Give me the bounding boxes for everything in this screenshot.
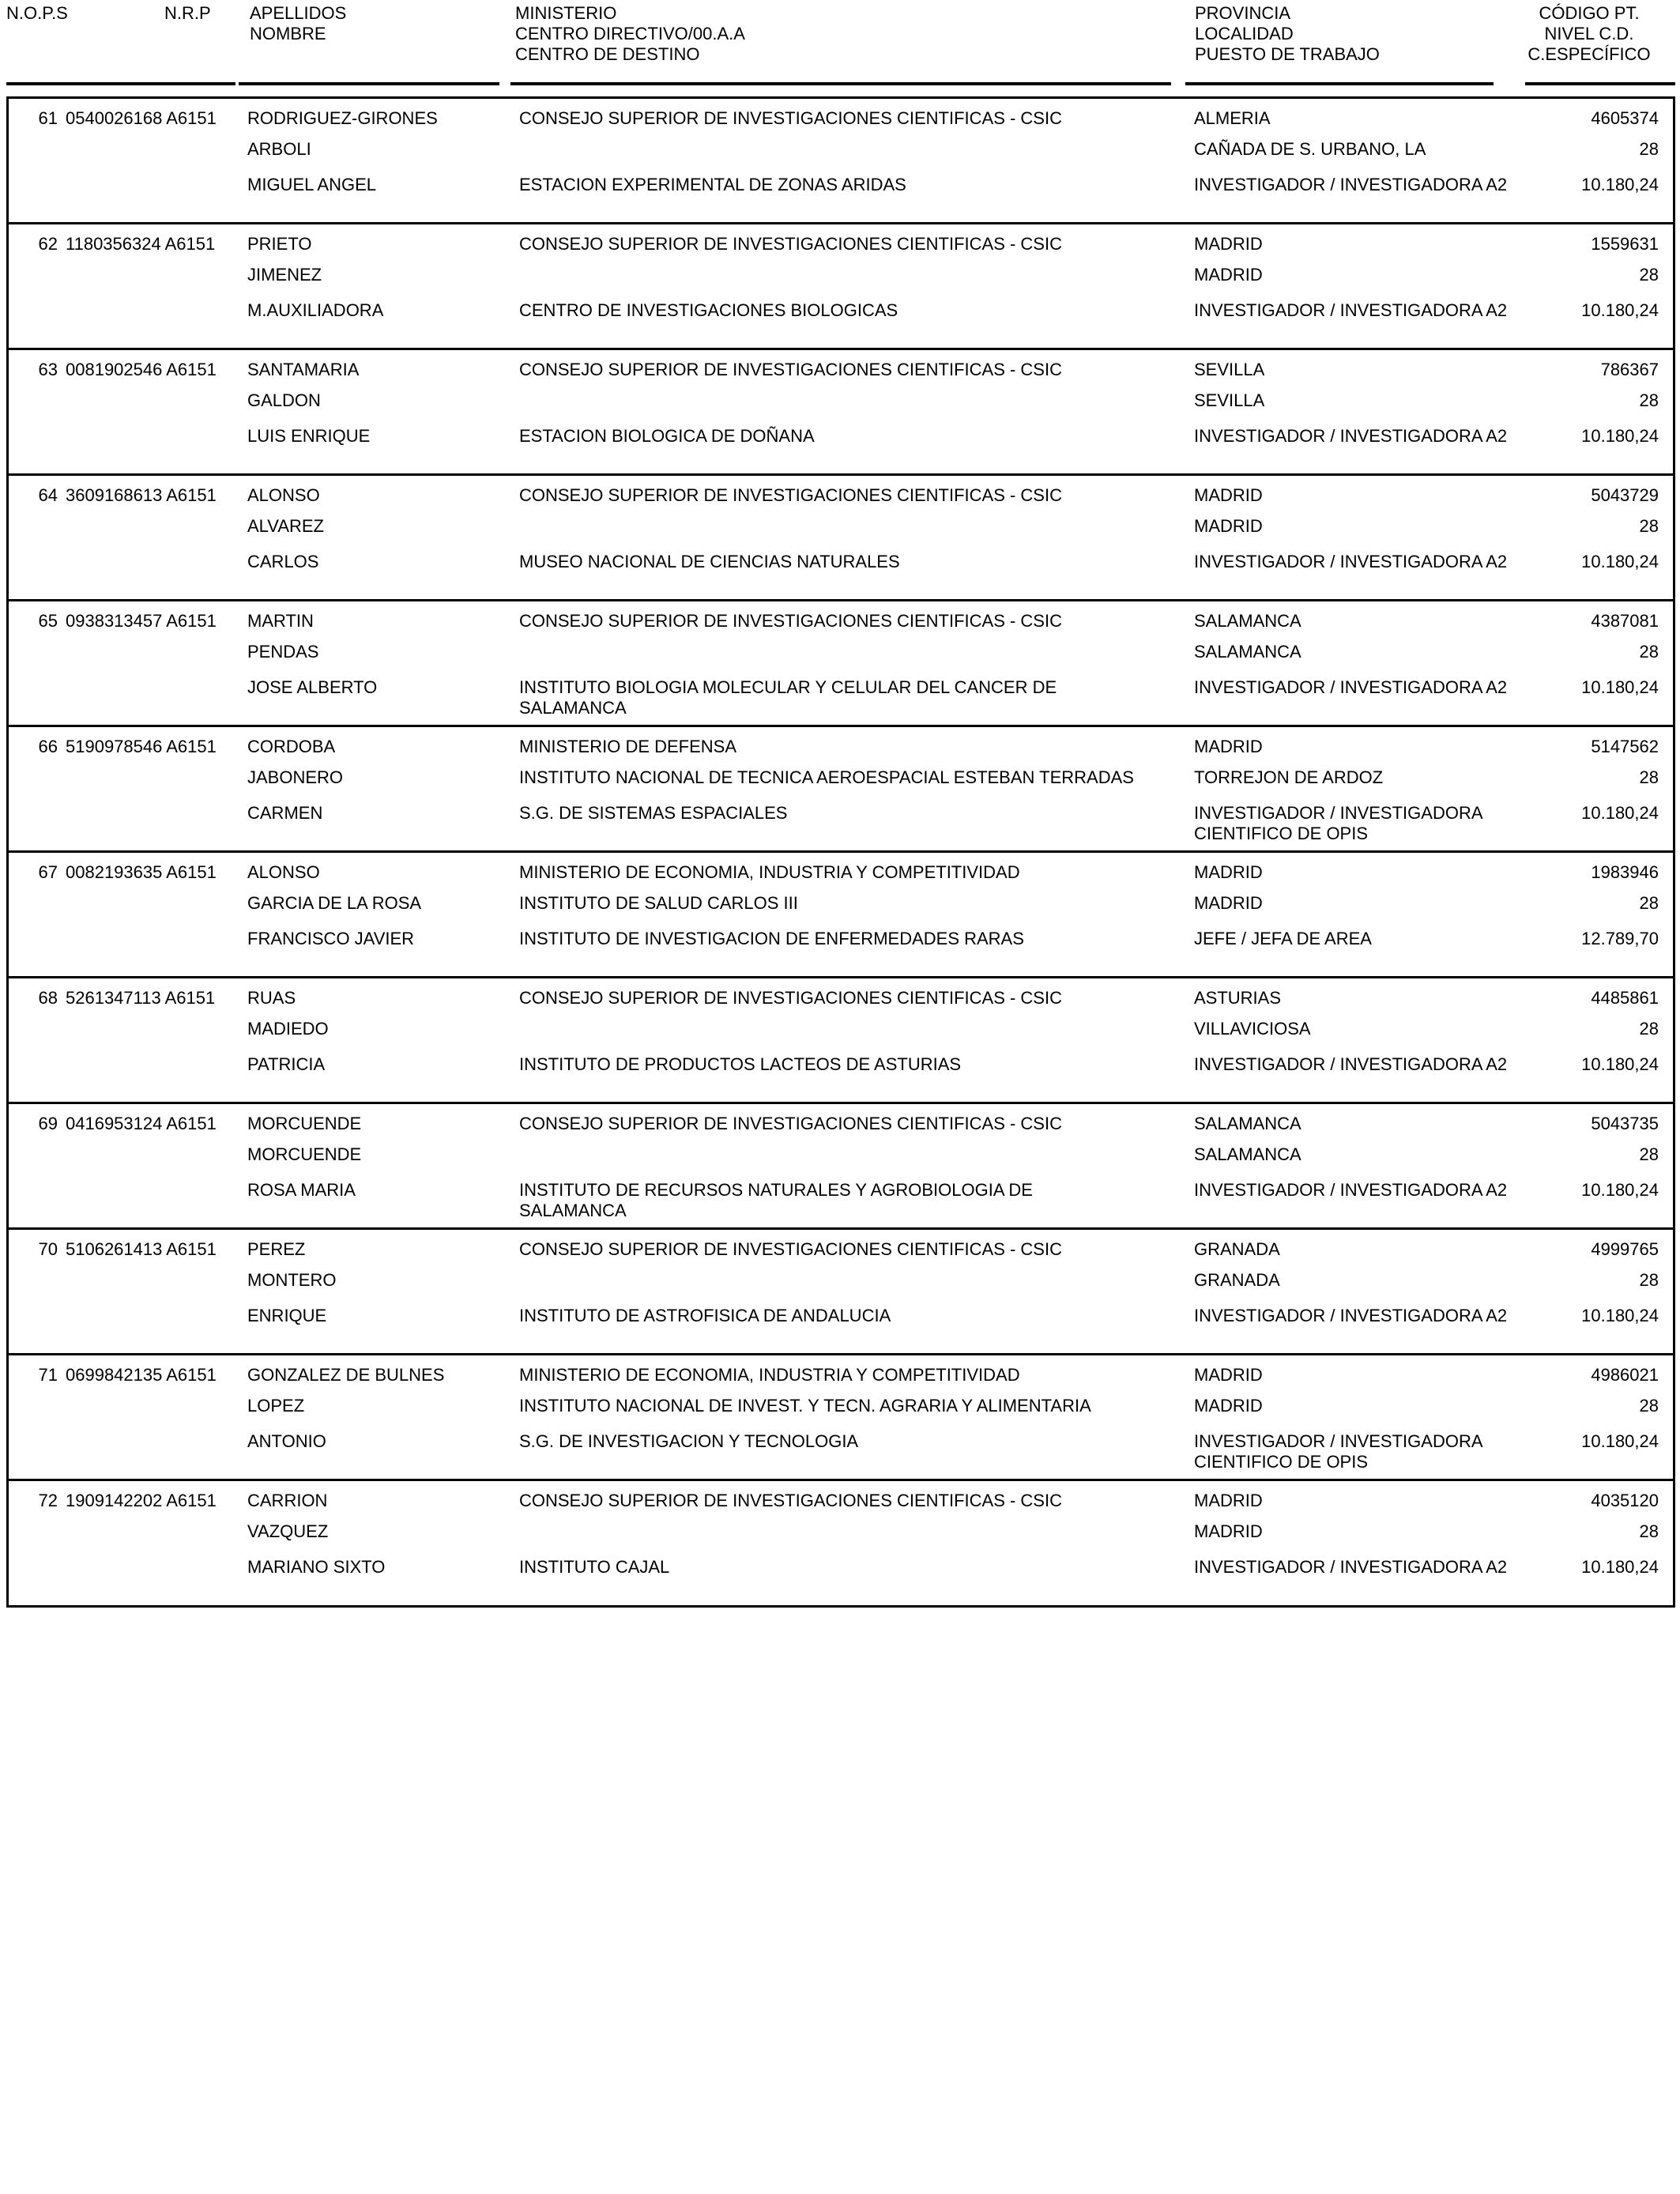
record-nrp: 0540026168 A6151 <box>66 108 217 128</box>
record-ministerio: CONSEJO SUPERIOR DE INVESTIGACIONES CIENTIFICAS - CSIC <box>519 360 1062 379</box>
record-number: 66 <box>38 737 58 756</box>
record-apellido-2: MADIEDO <box>247 1019 329 1039</box>
record-apellido-1: PEREZ <box>247 1239 306 1259</box>
record-provincia: GRANADA <box>1194 1239 1280 1259</box>
record-row <box>9 727 1673 853</box>
header-nops <box>6 3 68 24</box>
record-codigo: 4387081 <box>1591 611 1659 631</box>
header-apellidos <box>250 3 346 44</box>
record-nivel: 28 <box>1639 139 1659 159</box>
record-ministerio: CONSEJO SUPERIOR DE INVESTIGACIONES CIENTIFICAS - CSIC <box>519 108 1062 128</box>
record-number: 68 <box>38 988 58 1008</box>
record-row <box>9 476 1673 601</box>
record-number: 62 <box>38 234 58 254</box>
record-localidad: SALAMANCA <box>1194 1144 1301 1164</box>
record-nrp: 0938313457 A6151 <box>66 611 217 631</box>
record-row <box>9 350 1673 476</box>
record-apellido-1: CORDOBA <box>247 737 336 756</box>
record-nombre: JOSE ALBERTO <box>247 677 378 697</box>
record-apellido-2: GARCIA DE LA ROSA <box>247 893 422 913</box>
header-nrp <box>164 3 211 24</box>
record-apellido-1: PRIETO <box>247 234 312 254</box>
record-codigo: 5147562 <box>1591 737 1659 756</box>
record-localidad: SALAMANCA <box>1194 642 1301 662</box>
record-row <box>9 99 1673 224</box>
header-provincia-label: PROVINCIA <box>1195 3 1291 23</box>
header-ministerio <box>515 3 745 65</box>
record-nombre: MARIANO SIXTO <box>247 1557 386 1577</box>
record-especifico: 12.789,70 <box>1581 929 1659 948</box>
record-apellido-1: MARTIN <box>247 611 314 631</box>
record-nivel: 28 <box>1639 767 1659 787</box>
record-codigo: 786367 <box>1600 360 1659 379</box>
record-nrp: 1180356324 A6151 <box>66 234 216 254</box>
record-apellido-2: LOPEZ <box>247 1396 305 1416</box>
record-nombre: PATRICIA <box>247 1054 326 1074</box>
record-nombre: MIGUEL ANGEL <box>247 175 377 194</box>
record-ministerio: CONSEJO SUPERIOR DE INVESTIGACIONES CIENTIFICAS - CSIC <box>519 1491 1062 1510</box>
record-provincia: ALMERIA <box>1194 108 1271 128</box>
record-row <box>9 601 1673 727</box>
header-codigo <box>1525 3 1653 65</box>
header-nivel-label: NIVEL C.D. <box>1544 24 1634 43</box>
record-number: 69 <box>38 1114 58 1133</box>
record-row <box>9 224 1673 350</box>
record-puesto: INVESTIGADOR / INVESTIGADORA A2 <box>1194 175 1508 194</box>
header-centro-destino-label: CENTRO DE DESTINO <box>515 44 700 64</box>
record-localidad: MADRID <box>1194 1396 1263 1416</box>
record-localidad: GRANADA <box>1194 1270 1280 1290</box>
record-especifico: 10.180,24 <box>1581 552 1659 571</box>
record-especifico: 10.180,24 <box>1581 803 1659 823</box>
record-apellido-1: SANTAMARIA <box>247 360 360 379</box>
record-centro-destino: INSTITUTO BIOLOGIA MOLECULAR Y CELULAR DEL CANCER DE SALAMANCA <box>519 677 1057 718</box>
record-puesto: INVESTIGADOR / INVESTIGADORA CIENTIFICO DE OPIS <box>1194 803 1482 843</box>
record-centro-destino: INSTITUTO CAJAL <box>519 1557 670 1577</box>
record-ministerio: CONSEJO SUPERIOR DE INVESTIGACIONES CIENTIFICAS - CSIC <box>519 234 1062 254</box>
record-localidad: MADRID <box>1194 1521 1263 1541</box>
record-centro-destino: INSTITUTO DE ASTROFISICA DE ANDALUCIA <box>519 1306 891 1325</box>
record-ministerio: CONSEJO SUPERIOR DE INVESTIGACIONES CIENTIFICAS - CSIC <box>519 1239 1062 1259</box>
record-puesto: INVESTIGADOR / INVESTIGADORA A2 <box>1194 677 1508 697</box>
record-nivel: 28 <box>1639 893 1659 913</box>
record-apellido-2: MORCUENDE <box>247 1144 362 1164</box>
record-nombre: FRANCISCO JAVIER <box>247 929 415 948</box>
record-nombre: ENRIQUE <box>247 1306 327 1325</box>
record-especifico: 10.180,24 <box>1581 1557 1659 1577</box>
record-codigo: 4986021 <box>1591 1365 1659 1385</box>
record-nivel: 28 <box>1639 516 1659 536</box>
record-nombre: CARMEN <box>247 803 323 823</box>
record-puesto: INVESTIGADOR / INVESTIGADORA A2 <box>1194 1306 1508 1325</box>
record-nombre: M.AUXILIADORA <box>247 300 384 320</box>
record-ministerio: CONSEJO SUPERIOR DE INVESTIGACIONES CIENTIFICAS - CSIC <box>519 988 1062 1008</box>
record-number: 64 <box>38 485 58 505</box>
record-row <box>9 978 1673 1104</box>
record-nrp: 0082193635 A6151 <box>66 862 217 882</box>
header-nops-label: N.O.P.S <box>6 3 68 23</box>
record-nivel: 28 <box>1639 642 1659 662</box>
record-localidad: VILLAVICIOSA <box>1194 1019 1311 1039</box>
record-ministerio: MINISTERIO DE DEFENSA <box>519 737 737 756</box>
header-nrp-label: N.R.P <box>164 3 211 23</box>
record-row <box>9 1355 1673 1481</box>
record-nrp: 0081902546 A6151 <box>66 360 217 379</box>
record-centro-directivo: INSTITUTO DE SALUD CARLOS III <box>519 893 798 913</box>
record-nombre: ROSA MARIA <box>247 1180 356 1200</box>
record-provincia: MADRID <box>1194 1491 1263 1510</box>
record-row <box>9 1104 1673 1230</box>
header-especifico-label: C.ESPECÍFICO <box>1527 44 1651 64</box>
record-apellido-1: CARRION <box>247 1491 328 1510</box>
header-centro-directivo-label: CENTRO DIRECTIVO/00.A.A <box>515 24 745 43</box>
record-apellido-2: JABONERO <box>247 767 344 787</box>
record-puesto: INVESTIGADOR / INVESTIGADORA CIENTIFICO DE OPIS <box>1194 1431 1482 1472</box>
record-ministerio: CONSEJO SUPERIOR DE INVESTIGACIONES CIENTIFICAS - CSIC <box>519 1114 1062 1133</box>
header-provincia <box>1195 3 1380 65</box>
record-puesto: INVESTIGADOR / INVESTIGADORA A2 <box>1194 1180 1508 1200</box>
record-localidad: MADRID <box>1194 893 1263 913</box>
header-underline <box>239 82 499 85</box>
record-codigo: 4035120 <box>1591 1491 1659 1510</box>
record-codigo: 5043735 <box>1591 1114 1659 1133</box>
record-ministerio: CONSEJO SUPERIOR DE INVESTIGACIONES CIENTIFICAS - CSIC <box>519 611 1062 631</box>
record-localidad: TORREJON DE ARDOZ <box>1194 767 1384 787</box>
record-puesto: INVESTIGADOR / INVESTIGADORA A2 <box>1194 1557 1508 1577</box>
header-apellidos-label: APELLIDOS <box>250 3 347 23</box>
record-nrp: 1909142202 A6151 <box>66 1491 217 1510</box>
record-localidad: CAÑADA DE S. URBANO, LA <box>1194 139 1426 159</box>
record-apellido-2: JIMENEZ <box>247 265 322 285</box>
record-puesto: INVESTIGADOR / INVESTIGADORA A2 <box>1194 426 1508 446</box>
record-apellido-1: ALONSO <box>247 485 320 505</box>
record-puesto: INVESTIGADOR / INVESTIGADORA A2 <box>1194 552 1508 571</box>
record-ministerio: MINISTERIO DE ECONOMIA, INDUSTRIA Y COMPETITIVIDAD <box>519 862 1020 882</box>
record-nrp: 5190978546 A6151 <box>66 737 217 756</box>
records-table <box>6 96 1675 1608</box>
record-especifico: 10.180,24 <box>1581 426 1659 446</box>
record-especifico: 10.180,24 <box>1581 1431 1659 1451</box>
record-number: 67 <box>38 862 58 882</box>
record-provincia: MADRID <box>1194 862 1263 882</box>
record-number: 72 <box>38 1491 58 1510</box>
record-especifico: 10.180,24 <box>1581 1054 1659 1074</box>
header-underline <box>6 82 235 85</box>
record-puesto: INVESTIGADOR / INVESTIGADORA A2 <box>1194 300 1508 320</box>
record-centro-destino: ESTACION EXPERIMENTAL DE ZONAS ARIDAS <box>519 175 906 194</box>
header-ministerio-label: MINISTERIO <box>515 3 617 23</box>
record-row <box>9 1230 1673 1355</box>
record-centro-destino: ESTACION BIOLOGICA DE DOÑANA <box>519 426 815 446</box>
record-apellido-2: PENDAS <box>247 642 319 662</box>
record-especifico: 10.180,24 <box>1581 300 1659 320</box>
header-underline <box>1185 82 1494 85</box>
record-centro-directivo: INSTITUTO NACIONAL DE TECNICA AEROESPACIAL ESTEBAN TERRADAS <box>519 767 1134 787</box>
record-apellido-2: ARBOLI <box>247 139 311 159</box>
record-apellido-1: RODRIGUEZ-GIRONES <box>247 108 438 128</box>
record-provincia: MADRID <box>1194 1365 1263 1385</box>
record-centro-destino: S.G. DE INVESTIGACION Y TECNOLOGIA <box>519 1431 859 1451</box>
record-row <box>9 853 1673 978</box>
record-nivel: 28 <box>1639 1521 1659 1541</box>
header-codigo-label: CÓDIGO PT. <box>1539 3 1640 23</box>
record-codigo: 5043729 <box>1591 485 1659 505</box>
record-puesto: JEFE / JEFA DE AREA <box>1194 929 1372 948</box>
record-provincia: SALAMANCA <box>1194 611 1301 631</box>
record-apellido-2: GALDON <box>247 390 321 410</box>
record-localidad: MADRID <box>1194 265 1263 285</box>
record-centro-destino: INSTITUTO DE RECURSOS NATURALES Y AGROBIOLOGIA DE SALAMANCA <box>519 1180 1033 1220</box>
record-codigo: 4485861 <box>1591 988 1659 1008</box>
record-apellido-2: ALVAREZ <box>247 516 324 536</box>
record-row <box>9 1481 1673 1605</box>
record-nivel: 28 <box>1639 1270 1659 1290</box>
record-apellido-1: ALONSO <box>247 862 320 882</box>
record-nivel: 28 <box>1639 1019 1659 1039</box>
record-provincia: ASTURIAS <box>1194 988 1282 1008</box>
record-nivel: 28 <box>1639 1144 1659 1164</box>
header-nombre-label: NOMBRE <box>250 24 326 43</box>
record-apellido-1: MORCUENDE <box>247 1114 362 1133</box>
record-codigo: 4999765 <box>1591 1239 1659 1259</box>
record-centro-destino: INSTITUTO DE INVESTIGACION DE ENFERMEDADES RARAS <box>519 929 1024 948</box>
header-underline <box>510 82 1171 85</box>
record-puesto: INVESTIGADOR / INVESTIGADORA A2 <box>1194 1054 1508 1074</box>
record-number: 65 <box>38 611 58 631</box>
record-nivel: 28 <box>1639 390 1659 410</box>
record-nivel: 28 <box>1639 265 1659 285</box>
record-codigo: 1559631 <box>1591 234 1659 254</box>
record-provincia: MADRID <box>1194 485 1263 505</box>
record-centro-destino: S.G. DE SISTEMAS ESPACIALES <box>519 803 788 823</box>
header-underline <box>1525 82 1675 85</box>
record-nombre: CARLOS <box>247 552 319 571</box>
record-especifico: 10.180,24 <box>1581 175 1659 194</box>
record-especifico: 10.180,24 <box>1581 677 1659 697</box>
record-provincia: MADRID <box>1194 234 1263 254</box>
record-especifico: 10.180,24 <box>1581 1180 1659 1200</box>
header-localidad-label: LOCALIDAD <box>1195 24 1294 43</box>
record-nrp: 3609168613 A6151 <box>66 485 217 505</box>
record-number: 70 <box>38 1239 58 1259</box>
record-nrp: 5261347113 A6151 <box>66 988 216 1008</box>
record-nrp: 0699842135 A6151 <box>66 1365 217 1385</box>
record-localidad: SEVILLA <box>1194 390 1265 410</box>
record-nrp: 0416953124 A6151 <box>66 1114 217 1133</box>
record-number: 71 <box>38 1365 58 1385</box>
record-number: 63 <box>38 360 58 379</box>
record-number: 61 <box>38 108 58 128</box>
record-provincia: SALAMANCA <box>1194 1114 1301 1133</box>
record-codigo: 1983946 <box>1591 862 1659 882</box>
record-centro-destino: INSTITUTO DE PRODUCTOS LACTEOS DE ASTURIAS <box>519 1054 962 1074</box>
record-especifico: 10.180,24 <box>1581 1306 1659 1325</box>
record-nrp: 5106261413 A6151 <box>66 1239 217 1259</box>
record-apellido-2: VAZQUEZ <box>247 1521 329 1541</box>
record-nombre: LUIS ENRIQUE <box>247 426 371 446</box>
record-nombre: ANTONIO <box>247 1431 326 1451</box>
record-apellido-2: MONTERO <box>247 1270 337 1290</box>
column-header <box>0 0 1680 87</box>
record-apellido-1: GONZALEZ DE BULNES <box>247 1365 445 1385</box>
record-codigo: 4605374 <box>1591 108 1659 128</box>
record-localidad: MADRID <box>1194 516 1263 536</box>
record-nivel: 28 <box>1639 1396 1659 1416</box>
record-apellido-1: RUAS <box>247 988 296 1008</box>
record-ministerio: CONSEJO SUPERIOR DE INVESTIGACIONES CIENTIFICAS - CSIC <box>519 485 1062 505</box>
header-puesto-label: PUESTO DE TRABAJO <box>1195 44 1380 64</box>
record-provincia: SEVILLA <box>1194 360 1265 379</box>
record-ministerio: MINISTERIO DE ECONOMIA, INDUSTRIA Y COMPETITIVIDAD <box>519 1365 1020 1385</box>
record-centro-destino: CENTRO DE INVESTIGACIONES BIOLOGICAS <box>519 300 898 320</box>
record-provincia: MADRID <box>1194 737 1263 756</box>
record-centro-directivo: INSTITUTO NACIONAL DE INVEST. Y TECN. AGRARIA Y ALIMENTARIA <box>519 1396 1091 1416</box>
record-centro-destino: MUSEO NACIONAL DE CIENCIAS NATURALES <box>519 552 900 571</box>
